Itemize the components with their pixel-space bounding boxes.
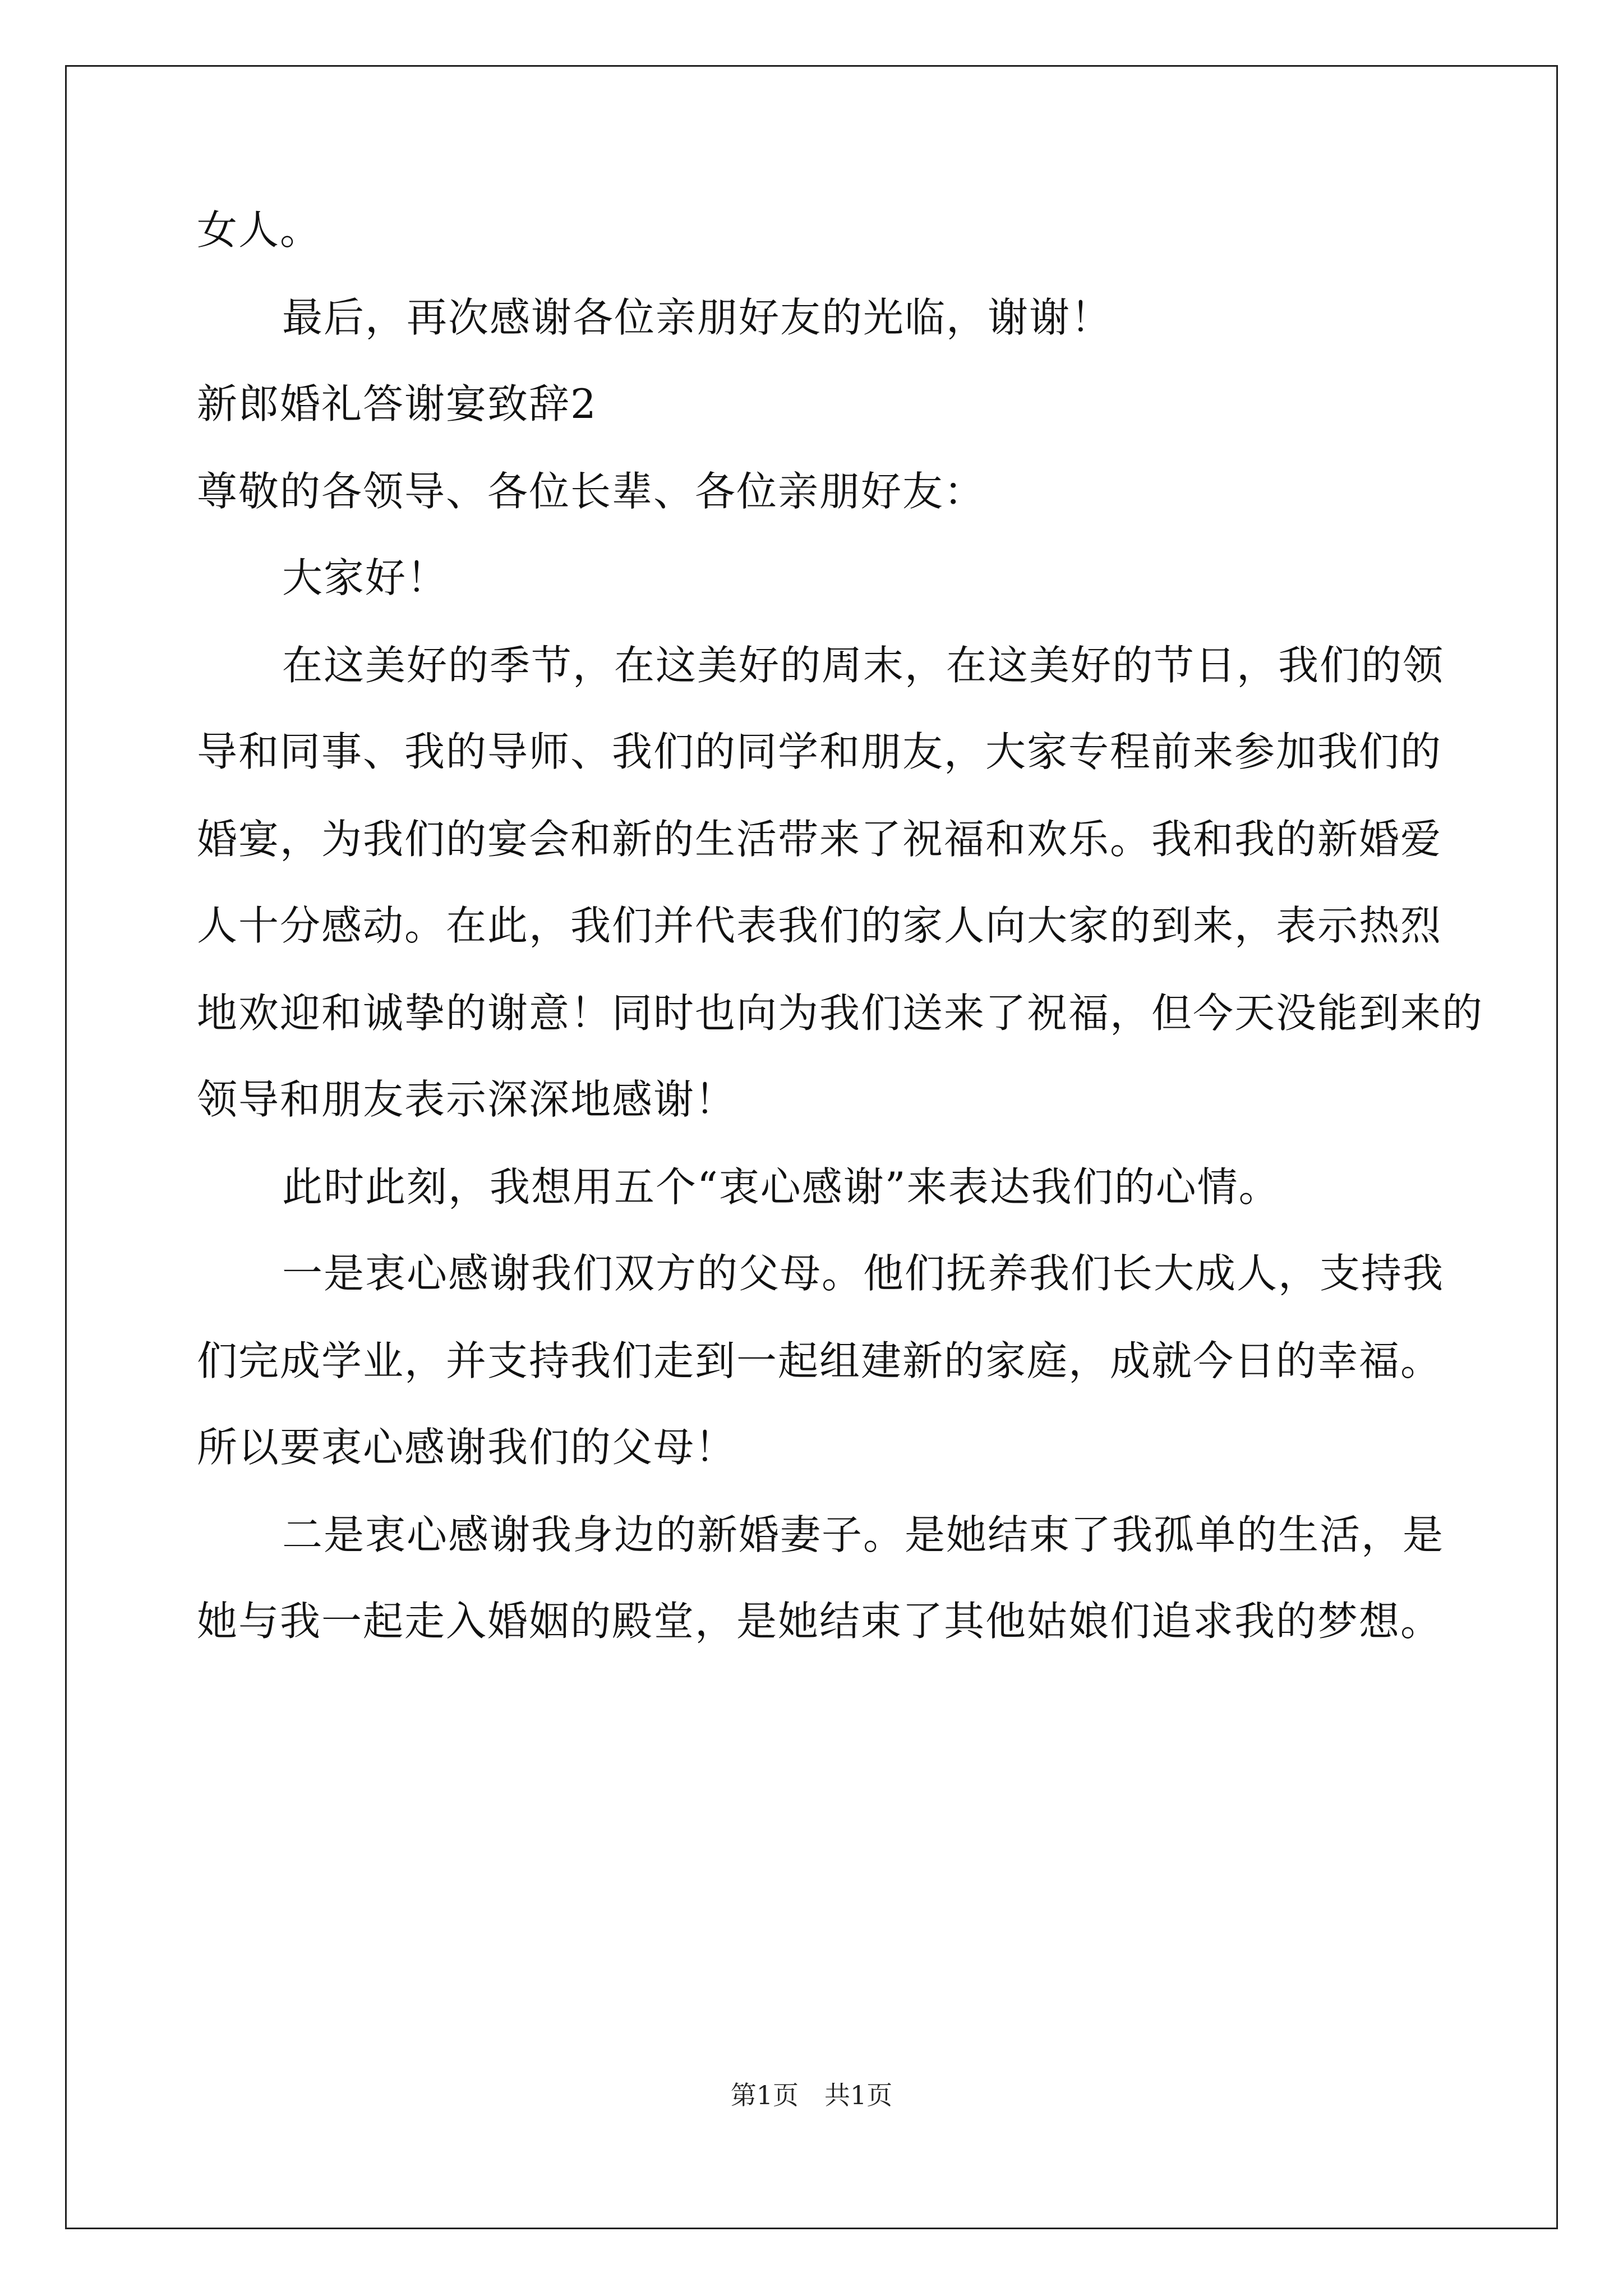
page-footer: 第1页 共1页	[730, 2080, 893, 2110]
text-line: 们完成学业，并支持我们走到一起组建新的家庭，成就今日的幸福。	[197, 1337, 1442, 1384]
section-title: 新郎婚礼答谢宴致辞2	[197, 380, 597, 427]
text-line: 最后，再次感谢各位亲朋好友的光临，谢谢！	[282, 294, 1113, 341]
text-line: 此时此刻，我想用五个“衷心感谢”来表达我们的心情。	[282, 1163, 1280, 1211]
text-line: 导和同事、我的导师、我们的同学和朋友，大家专程前来参加我们的	[197, 728, 1442, 775]
text-line: 二是衷心感谢我身边的新婚妻子。是她结束了我孤单的生活，是	[282, 1511, 1445, 1558]
text-line: 领导和朋友表示深深地感谢！	[197, 1076, 737, 1123]
text-line: 所以要衷心感谢我们的父母！	[197, 1424, 737, 1471]
text-line: 女人。	[197, 206, 322, 254]
text-line: 婚宴，为我们的宴会和新的生活带来了祝福和欢乐。我和我的新婚爱	[197, 816, 1442, 863]
text-line: 在这美好的季节，在这美好的周末，在这美好的节日，我们的领	[282, 642, 1445, 689]
text-line: 地欢迎和诚挚的谢意！同时也向为我们送来了祝福，但今天没能到来的	[197, 990, 1484, 1037]
text-line: 人十分感动。在此，我们并代表我们的家人向大家的到来，表示热烈	[197, 902, 1442, 949]
text-line: 大家好！	[282, 554, 449, 601]
text-line: 她与我一起走入婚姻的殿堂，是她结束了其他姑娘们追求我的梦想。	[197, 1598, 1442, 1645]
salutation: 尊敬的各领导、各位长辈、各位亲朋好友：	[197, 468, 986, 515]
text-line: 一是衷心感谢我们双方的父母。他们抚养我们长大成人，支持我	[282, 1250, 1445, 1297]
